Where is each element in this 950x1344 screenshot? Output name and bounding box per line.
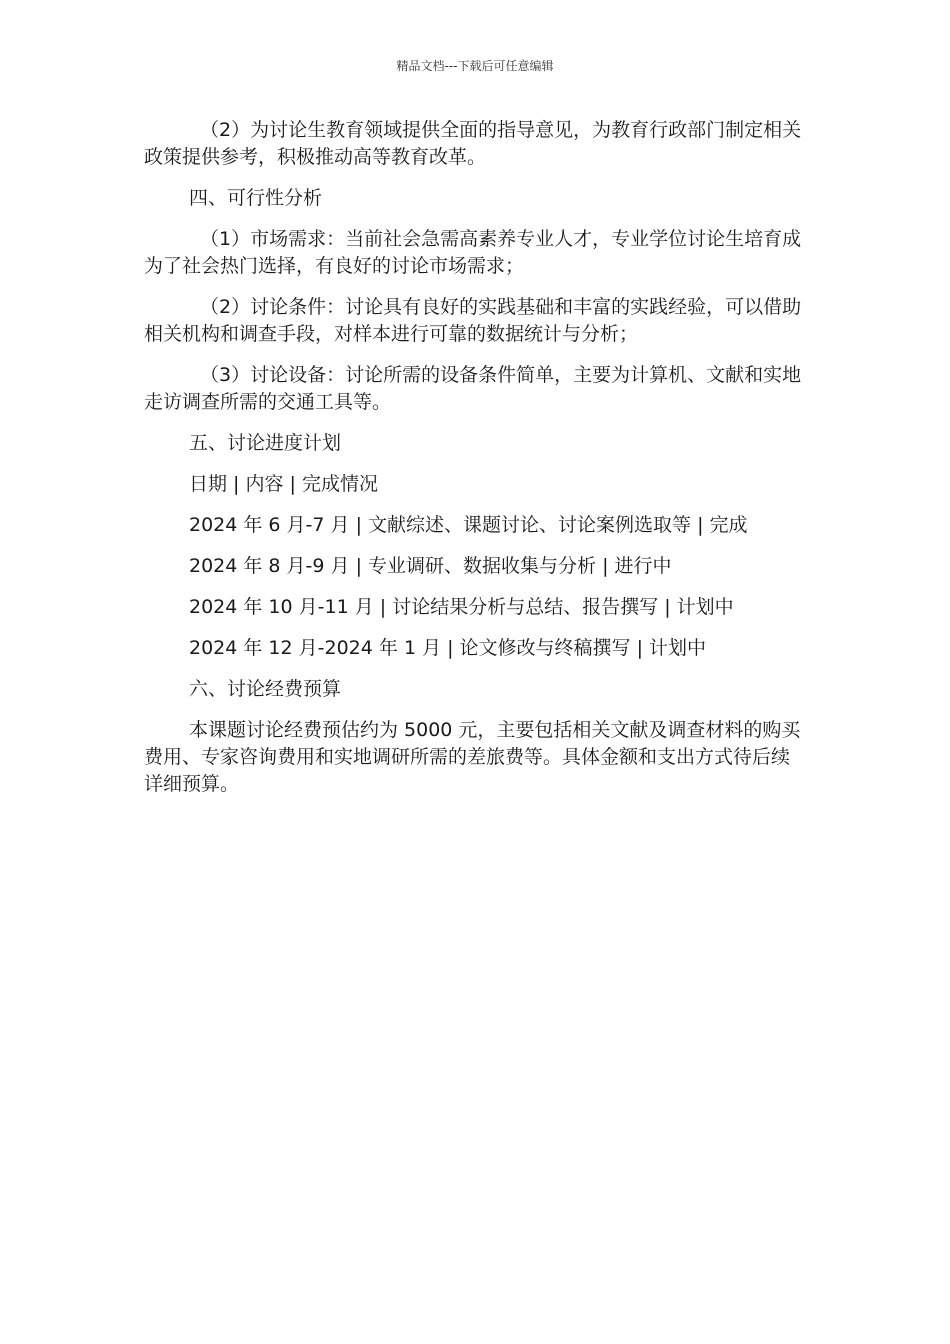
paragraph-research-conditions: （2）讨论条件：讨论具有良好的实践基础和丰富的实践经验，可以借助相关机构和调查手段，对样本进行可靠的数据统计与分析； bbox=[144, 296, 802, 345]
schedule-row: 2024 年 8 月-9 月 | 专业调研、数据收集与分析 | 进行中 bbox=[189, 555, 672, 577]
document-body bbox=[144, 117, 808, 812]
paragraph-research-equipment: （3）讨论设备：讨论所需的设备条件简单，主要为计算机、文献和实地走访调查所需的交通工具等。 bbox=[144, 364, 802, 413]
section-heading-budget: 六、讨论经费预算 bbox=[189, 678, 342, 700]
section-heading-schedule: 五、讨论进度计划 bbox=[189, 432, 342, 454]
schedule-row: 2024 年 12 月-2024 年 1 月 | 论文修改与终稿撰写 | 计划中 bbox=[189, 637, 707, 659]
page-header: 精品文档---下载后可任意编辑 bbox=[396, 59, 554, 73]
paragraph-market-demand: （1）市场需求：当前社会急需高素养专业人才，专业学位讨论生培育成为了社会热门选择，有良好的讨论市场需求； bbox=[144, 228, 802, 277]
section-heading-feasibility: 四、可行性分析 bbox=[189, 187, 323, 209]
schedule-header-row: 日期 | 内容 | 完成情况 bbox=[189, 473, 378, 495]
schedule-row: 2024 年 6 月-7 月 | 文献综述、课题讨论、讨论案例选取等 | 完成 bbox=[189, 514, 748, 536]
schedule-row: 2024 年 10 月-11 月 | 讨论结果分析与总结、报告撰写 | 计划中 bbox=[189, 596, 734, 618]
paragraph-budget: 本课题讨论经费预估约为 5000 元，主要包括相关文献及调查材料的购买费用、专家咨询费用和实地调研所需的差旅费等。具体金额和支出方式待后续详细预算。 bbox=[144, 719, 801, 795]
paragraph-goal-2: （2）为讨论生教育领域提供全面的指导意见，为教育行政部门制定相关政策提供参考，积极推动高等教育改革。 bbox=[144, 119, 802, 168]
